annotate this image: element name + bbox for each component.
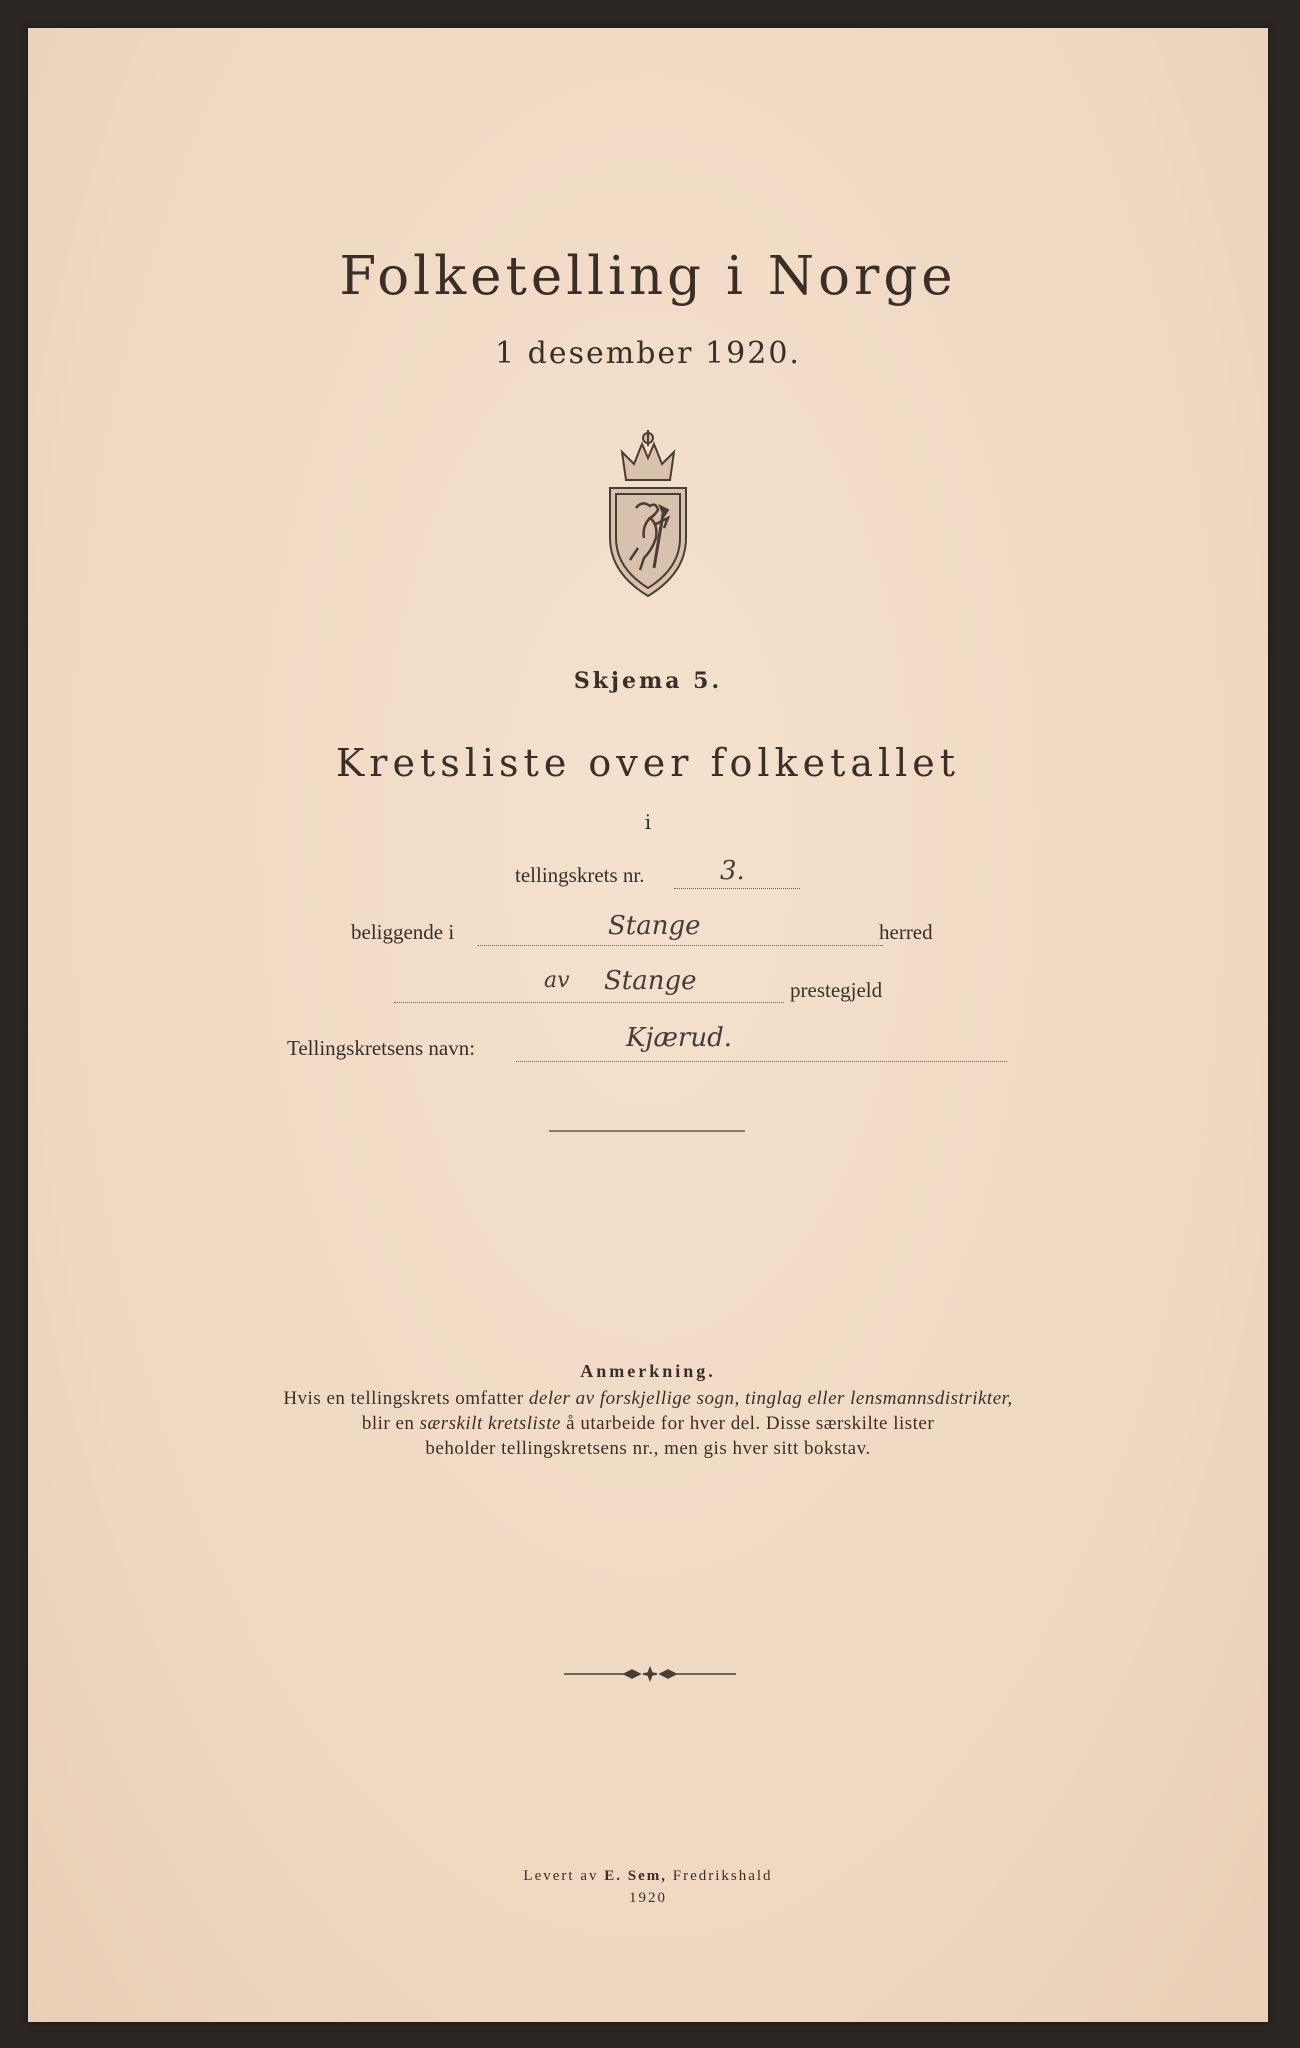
district-number-value: 3. bbox=[720, 856, 745, 886]
parish-field[interactable] bbox=[394, 966, 784, 1003]
parish-prefix: av bbox=[544, 968, 570, 993]
ornament-divider bbox=[560, 1666, 740, 1682]
note-title: Anmerkning. bbox=[580, 1361, 716, 1381]
municipality-value: Stange bbox=[608, 911, 701, 941]
section-divider bbox=[549, 1130, 745, 1132]
note-line-2-text-c: å utarbeide for hver del. Disse særskilte lister bbox=[560, 1413, 935, 1434]
form-title: Folketelling i Norge bbox=[339, 246, 957, 307]
census-date: 1 desember 1920. bbox=[495, 336, 801, 371]
form-heading: Kretsliste over folketallet bbox=[335, 741, 961, 785]
district-name-value: Kjærud. bbox=[626, 1023, 733, 1053]
note-line-2-text-a: blir en bbox=[361, 1413, 420, 1434]
imprint-prefix: Levert av bbox=[523, 1868, 605, 1884]
parish-value: Stange bbox=[604, 966, 697, 996]
printer-name: E. Sem, bbox=[604, 1868, 667, 1884]
district-name-field[interactable] bbox=[516, 1023, 1007, 1062]
note-line-1-text: Hvis en tellingskrets omfatter bbox=[283, 1388, 529, 1409]
note-line-1 bbox=[28, 1388, 1268, 1410]
note-line-3: beholder tellingskretsens nr., men gis hver sitt bokstav. bbox=[425, 1438, 871, 1459]
located-in-label: beliggende i bbox=[351, 920, 455, 944]
district-number-label: tellingskrets nr. bbox=[515, 863, 645, 887]
herred-label: herred bbox=[879, 920, 933, 944]
printer-imprint bbox=[28, 1868, 1268, 1885]
district-name-label: Tellingskretsens navn: bbox=[287, 1036, 476, 1060]
printer-location: Fredrikshald bbox=[666, 1868, 773, 1884]
note-line-1-emphasis: deler av forskjellige sogn, tinglag eller lensmannsdistrikter, bbox=[528, 1388, 1013, 1409]
note-line-2-emphasis: særskilt kretsliste bbox=[419, 1413, 561, 1434]
district-number-field[interactable] bbox=[674, 856, 800, 889]
imprint-year: 1920 bbox=[629, 1890, 667, 1906]
preposition-text: i bbox=[644, 810, 652, 834]
note-line-2 bbox=[28, 1413, 1268, 1435]
schema-number: Skjema 5. bbox=[573, 668, 723, 694]
norwegian-coat-of-arms-icon bbox=[598, 428, 698, 598]
census-form-page bbox=[28, 28, 1268, 2022]
municipality-field[interactable] bbox=[478, 911, 883, 946]
parish-label: prestegjeld bbox=[790, 978, 883, 1002]
